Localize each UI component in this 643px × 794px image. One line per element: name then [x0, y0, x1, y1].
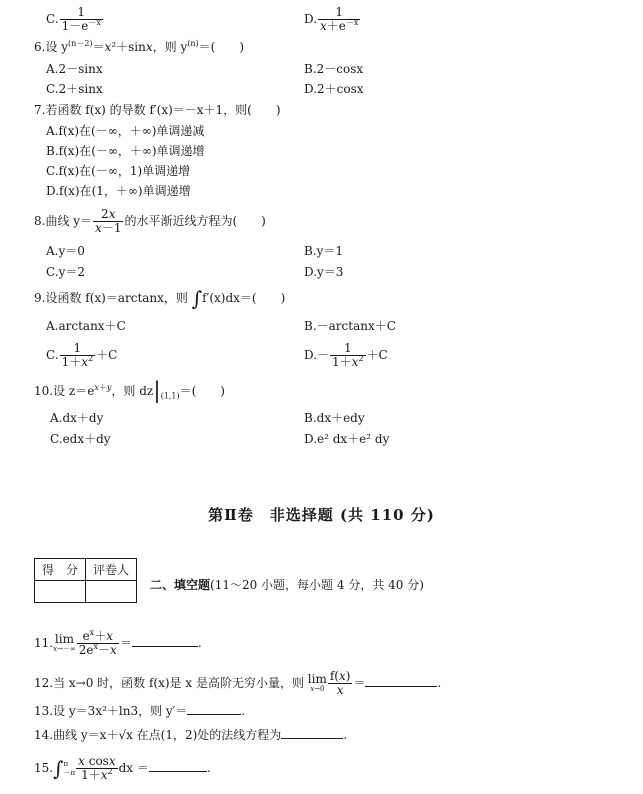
- grader-header: 评卷人: [86, 559, 137, 581]
- q6-option-d: D.2＋cosx: [304, 82, 364, 96]
- q6-option-c: C.2＋sinx: [46, 82, 103, 96]
- q11-stem: 11. lim x→－∞ $\frac{e^x+x}{2e^x-x}$ ＝ .: [34, 628, 202, 657]
- q7-stem: 7.若函数 f(x) 的导数 f′(x)＝－x＋1，则( ): [34, 103, 281, 117]
- q13-stem: 13.设 y＝3x²＋ln3，则 y′＝ .: [34, 704, 246, 718]
- q6-stem: 6.设 $y^{(n-2)}=x^2+\sin x$，则 $y^{(n)}=$( ): [34, 39, 245, 54]
- q7-option-b: B.f(x)在(－∞，＋∞)单调递增: [46, 144, 205, 158]
- q12-stem: 12.当 x→0 时，函数 f(x)是 x 是高阶无穷小量，则 lim x→0 $\frac{f(x)}{x}$ ＝ .: [34, 669, 442, 697]
- q6-option-a: A.2－sinx: [46, 62, 103, 76]
- q10-stem: 10.设 $z=e^{x+y}$，则 $dz|_{(1,1)}=$( ): [34, 378, 225, 404]
- q7-option-d: D.f(x)在(1，＋∞)单调递增: [46, 184, 191, 198]
- q9-option-a: A.arctanx＋C: [46, 319, 126, 333]
- q8-option-c: C.y＝2: [46, 265, 85, 279]
- q9-option-d: D.－ $\frac{1}{1+x^2}$ ＋C: [304, 341, 388, 369]
- grader-cell[interactable]: [86, 581, 137, 603]
- q8-option-a: A.y＝0: [46, 244, 85, 258]
- q9-option-c: C. $\frac{1}{1+x^2}$ ＋C: [46, 341, 118, 369]
- section-title: 第Ⅱ卷 非选择题 (共 110 分): [208, 506, 435, 524]
- q8-option-d: D.y＝3: [304, 265, 344, 279]
- q8-stem: 8.曲线 y＝ $\frac{2x}{x-1}$ 的水平渐近线方程为( ): [34, 207, 266, 235]
- score-table: [34, 558, 137, 603]
- score-cell[interactable]: [35, 581, 86, 603]
- q10-option-b: B.dx＋edy: [304, 411, 365, 425]
- q10-option-a: A.dx＋dy: [50, 411, 104, 425]
- q10-option-d: D.e² dx＋e² dy: [304, 432, 390, 446]
- score-header: 得 分: [35, 559, 86, 581]
- q9-option-b: B.－arctanx＋C: [304, 319, 396, 333]
- q10-option-c: C.edx＋dy: [50, 432, 111, 446]
- q7-option-a: A.f(x)在(－∞，＋∞)单调递减: [46, 124, 205, 138]
- q9-stem: 9.设函数 f(x)＝arctanx，则 ∫f′(x)dx＝( ): [34, 286, 286, 311]
- q7-option-c: C.f(x)在(－∞，1)单调递增: [46, 164, 191, 178]
- q5-option-d: D. $\frac{1}{x+e^{-x}}$: [304, 5, 359, 33]
- q5-option-c: C. $\frac{1}{1-e^{-x}}$: [46, 5, 101, 33]
- q8-option-b: B.y＝1: [304, 244, 344, 258]
- q6-option-b: B.2－cosx: [304, 62, 364, 76]
- q14-stem: 14.曲线 y＝x＋√x 在点(1，2)处的法线方程为 .: [34, 728, 348, 742]
- section2-heading: 二、填空题(11～20 小题，每小题 4 分，共 40 分): [150, 578, 424, 592]
- q15-stem: 15.∫ π －π $\frac{\text{x cosx}}{1+x^2}$ dx ＝ .: [34, 754, 211, 782]
